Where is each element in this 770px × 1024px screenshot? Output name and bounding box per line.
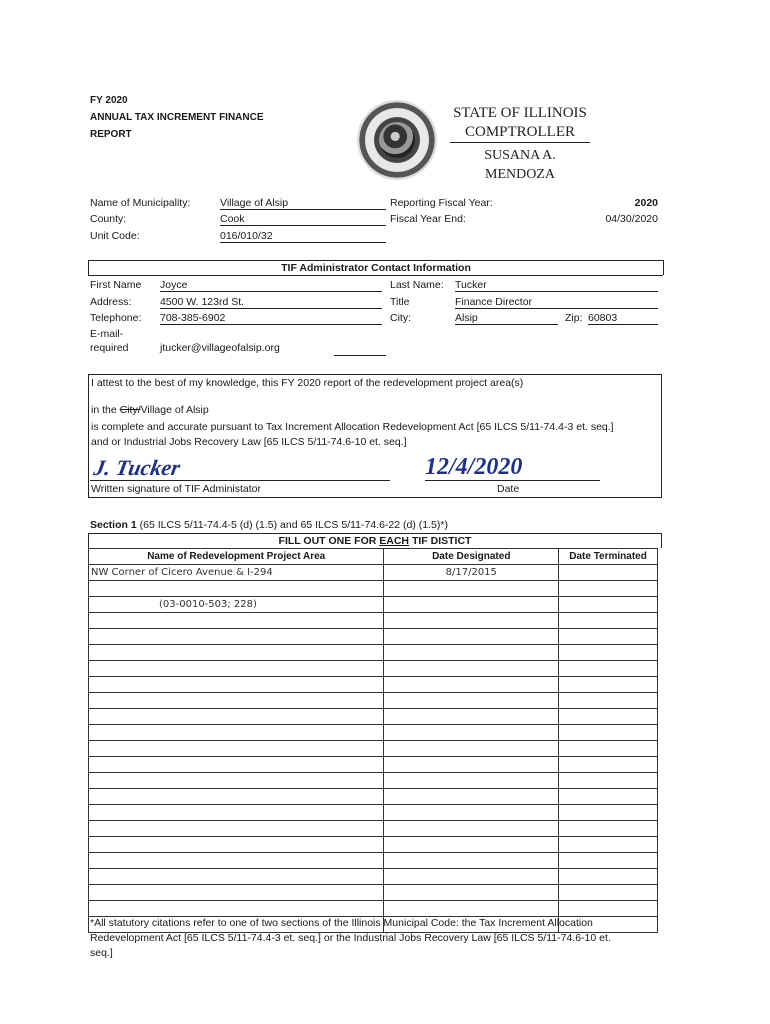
date-terminated [559,565,658,581]
fill-out-suffix: TIF DISTICT [409,535,472,547]
first-name-value: Joyce [160,279,382,292]
title-value: Finance Director [455,296,658,309]
last-name-label: Last Name: [390,279,444,291]
comptroller-block [450,104,590,184]
report-header [90,92,264,143]
city-value: Alsip [455,312,558,325]
table-row [89,757,658,773]
project-area-name [89,613,384,629]
date-terminated [559,789,658,805]
unit-code-label: Unit Code: [90,230,140,242]
col-header-name: Name of Redevelopment Project Area [89,549,384,565]
date-designated [384,773,559,789]
date-designated [384,629,559,645]
section1-title-rest: (65 ILCS 5/11-74.4-5 (d) (1.5) and 65 ILCS 5/11-74.6-22 (d) (1.5)*) [136,519,448,531]
col-header-terminated: Date Terminated [559,549,658,565]
state-seal-eagle-icon [379,122,415,158]
attest-line1: I attest to the best of my knowledge, this FY 2020 report of the redevelopment project area(s) [91,377,524,389]
table-row [89,853,658,869]
date-designated [384,709,559,725]
table-row [89,901,658,917]
project-area-name [89,757,384,773]
date-terminated [559,725,658,741]
date-terminated [559,629,658,645]
date-terminated [559,661,658,677]
email-underline [334,355,386,356]
date-designated [384,693,559,709]
date-label: Date [497,483,520,495]
email-label [90,327,129,355]
project-area-name [89,837,384,853]
date-designated [384,757,559,773]
date-designated [384,677,559,693]
footnote [90,916,665,961]
date-designated [384,901,559,917]
administrator-signature: J. Tucker [91,455,183,480]
table-row [89,565,658,581]
date-designated [384,741,559,757]
telephone-value: 708-385-6902 [160,312,382,325]
report-title-line1: ANNUAL TAX INCREMENT FINANCE [90,112,264,123]
section1-title-bold: Section 1 [90,519,137,531]
project-area-name [89,581,384,597]
attest-line2-prefix: in the [91,404,120,416]
fiscal-year-end-label: Fiscal Year End: [390,213,466,225]
date-designated [384,789,559,805]
signature-label: Written signature of TIF Administator [91,483,262,495]
report-title-line2: REPORT [90,129,132,140]
date-designated [384,613,559,629]
table-row [89,885,658,901]
date-designated [384,837,559,853]
project-area-name [89,805,384,821]
project-area-name: NW Corner of Cicero Avenue & I-294 [89,565,384,581]
last-name-value: Tucker [455,279,658,292]
footnote-line2: Redevelopment Act [65 ILCS 5/11-74.4-3 et. seq.] or the Industrial Jobs Recovery Law [65 ILCS 5/11-74.6-10 et. [90,932,611,944]
fiscal-year-label: Reporting Fiscal Year: [390,197,493,209]
project-area-name [89,869,384,885]
date-designated [384,869,559,885]
table-row [89,789,658,805]
county-label: County: [90,213,127,225]
date-designated [384,885,559,901]
project-area-name [89,661,384,677]
table-row [89,581,658,597]
date-designated: 8/17/2015 [384,565,559,581]
date-line [425,480,600,481]
table-row [89,597,658,613]
date-terminated [559,677,658,693]
contact-heading: TIF Administrator Contact Information [281,262,471,274]
project-area-name [89,853,384,869]
footnote-line1: *All statutory citations refer to one of two sections of the Illinois Municipal Code: the Tax Increment Allocation [90,917,593,929]
zip-value: 60803 [588,312,658,325]
project-area-name [89,789,384,805]
date-terminated [559,821,658,837]
fill-out-instruction [89,534,661,548]
date-designated [384,645,559,661]
title-label: Title [390,296,410,308]
signature-line [90,480,390,481]
city-label: City: [390,312,411,324]
date-terminated [559,869,658,885]
attest-line4: and or Industrial Jobs Recovery Law [65 ILCS 5/11-74.6-10 et. seq.] [91,436,407,448]
attest-line3: is complete and accurate pursuant to Tax Increment Allocation Redevelopment Act [65 ILCS 5/11-74.4-3 et. seq.] [91,421,614,433]
project-area-name [89,725,384,741]
table-row [89,869,658,885]
date-terminated [559,581,658,597]
project-area-name [89,709,384,725]
project-area-name [89,629,384,645]
date-terminated [559,693,658,709]
project-area-name [89,677,384,693]
table-row [89,613,658,629]
date-terminated [559,645,658,661]
date-designated [384,805,559,821]
project-area-name [89,901,384,917]
table-row [89,693,658,709]
municipality-name-label: Name of Municipality: [90,197,191,209]
date-terminated [559,901,658,917]
attest-line2-strike: City/ [119,404,141,416]
fiscal-year-value: 2020 [634,197,658,209]
project-area-name [89,773,384,789]
contact-heading-box [88,260,664,275]
table-row [89,661,658,677]
table-row [89,821,658,837]
project-area-name [89,645,384,661]
date-designated [384,581,559,597]
attest-line2-municipality: Village of Alsip [140,404,209,416]
table-row [89,677,658,693]
municipality-name-value: Village of Alsip [220,197,386,210]
unit-code-value: 016/010/32 [220,230,386,243]
date-designated [384,597,559,613]
date-terminated [559,709,658,725]
fiscal-year-title: FY 2020 [90,95,128,106]
project-area-name [89,821,384,837]
col-header-designated: Date Designated [384,549,559,565]
handwritten-date: 12/4/2020 [425,454,523,480]
date-terminated [559,773,658,789]
first-name-label: First Name [90,279,142,291]
table-row [89,645,658,661]
email-value: jtucker@villageofalsip.org [160,342,280,354]
attest-line2 [91,404,209,416]
project-area-name [89,741,384,757]
date-terminated [559,837,658,853]
contact-divider [88,275,663,276]
table-row [89,837,658,853]
table-row [89,709,658,725]
date-terminated [559,597,658,613]
comptroller-line2: COMPTROLLER [450,123,590,143]
project-area-name [89,885,384,901]
fill-out-each: EACH [379,535,410,547]
date-designated [384,661,559,677]
date-terminated [559,853,658,869]
fill-out-banner [88,533,662,548]
zip-label: Zip: [565,312,583,324]
table-row [89,773,658,789]
email-label-line1: E-mail- [90,328,124,340]
date-designated [384,821,559,837]
section1-title [90,519,448,531]
date-designated [384,725,559,741]
table-header-row [89,549,658,565]
address-label: Address: [90,296,132,308]
county-value: Cook [220,213,386,226]
date-terminated [559,805,658,821]
comptroller-name: SUSANA A. MENDOZA [484,148,556,182]
telephone-label: Telephone: [90,312,142,324]
table-row [89,805,658,821]
project-area-name [89,693,384,709]
address-value: 4500 W. 123rd St. [160,296,382,309]
fiscal-year-end-value: 04/30/2020 [605,213,658,225]
table-row [89,629,658,645]
date-designated [384,853,559,869]
table-row [89,725,658,741]
date-terminated [559,741,658,757]
date-terminated [559,885,658,901]
comptroller-line1: STATE OF ILLINOIS [453,105,587,121]
date-terminated [559,757,658,773]
footnote-line3: seq.] [90,947,113,959]
date-terminated [559,613,658,629]
tif-districts-table [88,548,658,933]
table-row [89,741,658,757]
project-area-name: (03-0010-503; 228) [89,597,384,613]
email-label-line2: required [90,342,129,354]
fill-out-prefix: FILL OUT ONE FOR [278,535,380,547]
